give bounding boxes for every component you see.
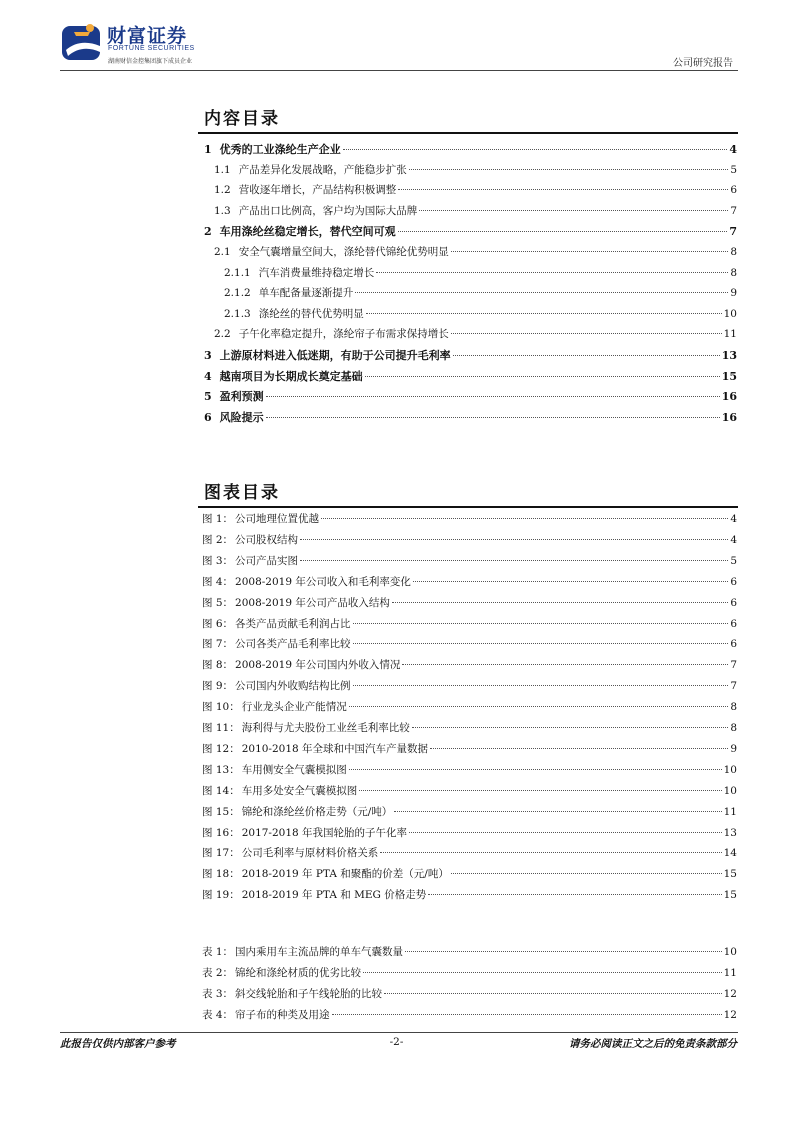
toc-leader-dots: [428, 894, 721, 895]
toc-entry[interactable]: [0, 887, 737, 904]
toc-entry-number: 图 11：: [202, 722, 240, 734]
figures-title-rule: [198, 506, 738, 508]
toc-entry-number: 图 15：: [202, 805, 240, 818]
logo-text-en: FORTUNE SECURITIES: [108, 45, 195, 52]
toc-entry-page: 7: [730, 659, 737, 672]
toc-entry[interactable]: [0, 244, 737, 261]
toc-entry-page: 8: [730, 701, 737, 714]
toc-entry-page: 13: [721, 349, 737, 362]
toc-entry-title: 产品出口比例高，客户均为国际大品牌: [238, 204, 418, 217]
toc-entry-title: 车用多处安全气囊模拟图: [241, 784, 358, 797]
toc-leader-dots: [332, 1014, 722, 1015]
toc-entry-number: 1.1: [214, 163, 231, 176]
toc-entry-number: 图 9：: [202, 680, 234, 693]
toc-leader-dots: [398, 189, 728, 190]
toc-entry-title: 2010-2018 年全球和中国汽车产量数据: [241, 742, 429, 755]
toc-entry-title: 安全气囊增量空间大，涤纶替代锦纶优势明显: [238, 246, 449, 258]
footer-disclaimer: 此报告仅供内部客户参考: [60, 1038, 176, 1050]
page-header: [0, 0, 793, 78]
toc-entry-page: 4: [729, 143, 737, 156]
toc-entry-title: 2018-2019 年 PTA 和 MEG 价格走势: [241, 889, 427, 902]
toc-entry-number: 表 1：: [202, 946, 234, 958]
toc-entry-title: 锦纶和涤纶材质的优劣比较: [235, 967, 362, 979]
toc-entry-title: 公司毛利率与原材料价格关系: [241, 847, 379, 860]
footer-divider: [60, 1032, 738, 1033]
logo-subtitle: 湖南财信金控集团旗下成员企业: [108, 59, 193, 65]
toc-entry-number: 表 2：: [202, 967, 234, 979]
toc-entry-page: 11: [723, 805, 737, 818]
toc-entry-number: 表 4：: [202, 1009, 234, 1021]
toc-entry-title: 2008-2019 年公司产品收入结构: [235, 596, 390, 609]
toc-entry-page: 5: [730, 554, 737, 567]
toc-entry-title: 帘子布的种类及用途: [235, 1009, 330, 1021]
toc-entry-title: 汽车消费量维持稳定增长: [258, 266, 375, 279]
toc-entry-page: 5: [730, 163, 737, 176]
toc-entry-number: 图 8：: [202, 659, 234, 672]
toc-leader-dots: [353, 623, 729, 624]
toc-entry-page: 7: [729, 225, 737, 239]
toc-entry-title: 国内乘用车主流品牌的单车气囊数量: [235, 946, 404, 958]
toc-entry-number: 2.1.1: [224, 266, 251, 279]
toc-entry-title: 营收逐年增长，产品结构积极调整: [238, 184, 397, 197]
toc-entry-page: 10: [723, 784, 737, 797]
toc-leader-dots: [419, 210, 728, 211]
toc-entry-number: 图 6：: [202, 617, 234, 630]
toc-entry-title: 各类产品贡献毛利润占比: [235, 617, 351, 630]
toc-entry-page: 9: [730, 287, 737, 300]
toc-leader-dots: [376, 272, 728, 273]
toc-entry[interactable]: [0, 306, 737, 323]
toc-entry[interactable]: [0, 657, 737, 674]
toc-leader-dots: [405, 951, 722, 952]
toc-entry-number: 图 7：: [202, 638, 234, 651]
toc-entry-page: 7: [730, 204, 737, 217]
page-number: -2-: [389, 1036, 404, 1048]
toc-leader-dots: [363, 972, 722, 973]
toc-entry[interactable]: [0, 845, 737, 862]
toc-leader-dots: [451, 251, 729, 252]
toc-entry-page: 12: [723, 1009, 737, 1021]
toc-leader-dots: [365, 376, 720, 377]
toc-entry-number: 图 17：: [202, 847, 240, 860]
toc-leader-dots: [430, 748, 728, 749]
toc-leader-dots: [412, 727, 729, 728]
toc-entry[interactable]: [0, 223, 737, 240]
toc-entry-number: 1.3: [214, 204, 231, 217]
toc-leader-dots: [380, 852, 721, 853]
toc-entry-title: 单车配备量逐渐提升: [258, 287, 354, 300]
toc-leader-dots: [384, 993, 722, 994]
toc-leader-dots: [266, 396, 720, 397]
toc-leader-dots: [451, 873, 722, 874]
toc-entry-title: 越南项目为长期成长奠定基础: [219, 369, 363, 383]
toc-entry-number: 图 10：: [202, 701, 240, 714]
toc-entry-title: 风险提示: [219, 410, 264, 424]
header-divider: [60, 70, 738, 71]
toc-entry-title: 公司地理位置优越: [235, 513, 320, 525]
toc-leader-dots: [366, 313, 722, 314]
toc-entry-page: 7: [730, 680, 737, 693]
toc-entry-number: 3: [204, 349, 212, 362]
toc-entry[interactable]: [0, 636, 737, 653]
toc-entry-number: 图 19：: [202, 889, 240, 902]
toc-entry[interactable]: [0, 699, 737, 716]
toc-entry[interactable]: [0, 265, 737, 282]
toc-leader-dots: [349, 769, 722, 770]
toc-entry[interactable]: [0, 368, 737, 385]
toc-entry-page: 8: [730, 266, 737, 279]
toc-entry[interactable]: [0, 141, 737, 158]
toc-entry[interactable]: [0, 532, 737, 549]
toc-entry-number: 图 1：: [202, 513, 234, 525]
toc-entry-page: 10: [723, 946, 737, 958]
toc-entry-page: 6: [730, 638, 737, 651]
toc-entry-page: 13: [723, 826, 737, 839]
toc-entry-number: 图 12：: [202, 742, 240, 755]
toc-leader-dots: [321, 518, 728, 519]
toc-entry[interactable]: [0, 388, 737, 405]
toc-entry-title: 车用涤纶丝稳定增长，替代空间可观: [219, 225, 396, 239]
toc-leader-dots: [451, 333, 722, 334]
toc-leader-dots: [343, 149, 728, 150]
toc-entry-page: 15: [723, 868, 737, 881]
toc-entry[interactable]: [0, 162, 737, 179]
toc-leader-dots: [409, 169, 729, 170]
toc-entry-title: 海利得与尤夫股份工业丝毛利率比较: [241, 722, 410, 734]
toc-entry-page: 8: [730, 246, 737, 258]
toc-entry[interactable]: [0, 783, 737, 800]
toc-entry[interactable]: [0, 1007, 737, 1024]
toc-entry-number: 2: [204, 225, 212, 239]
toc-leader-dots: [300, 560, 728, 561]
toc-entry-page: 10: [723, 307, 737, 320]
toc-leader-dots: [355, 292, 728, 293]
report-type: 公司研究报告: [673, 58, 733, 69]
toc-entry-title: 锦纶和涤纶丝价格走势（元/吨）: [241, 805, 393, 818]
toc-leader-dots: [413, 581, 728, 582]
toc-entry-title: 产品差异化发展战略，产能稳步扩张: [238, 163, 407, 176]
toc-leader-dots: [394, 811, 721, 812]
logo-text-cn: 财富证券: [107, 25, 188, 47]
toc-entry[interactable]: [0, 326, 737, 343]
toc-title-rule: [198, 132, 738, 134]
toc-entry[interactable]: [0, 409, 737, 426]
figures-title: 图表目录: [204, 483, 280, 503]
toc-entry-page: 4: [730, 513, 737, 525]
toc-entry-page: 6: [730, 596, 737, 609]
toc-entry-page: 6: [730, 184, 737, 197]
toc-entry[interactable]: [0, 616, 737, 633]
toc-leader-dots: [392, 602, 728, 603]
toc-entry-title: 2017-2018 年我国轮胎的子午化率: [241, 826, 408, 839]
toc-title: 内容目录: [204, 109, 280, 129]
toc-entry-title: 优秀的工业涤纶生产企业: [219, 143, 341, 156]
toc-entry-title: 2008-2019 年公司国内外收入情况: [235, 659, 401, 672]
toc-entry-number: 图 14：: [202, 784, 240, 797]
toc-entry-number: 2.1: [214, 246, 231, 258]
toc-entry-number: 图 5：: [202, 596, 234, 609]
toc-entry-title: 子午化率稳定提升，涤纶帘子布需求保持增长: [238, 328, 449, 341]
toc-entry-title: 2018-2019 年 PTA 和聚酯的价差（元/吨）: [241, 868, 449, 881]
toc-entry-number: 图 4：: [202, 575, 234, 588]
toc-entry-title: 盈利预测: [219, 390, 264, 404]
toc-entry-page: 9: [730, 742, 737, 755]
toc-leader-dots: [353, 643, 729, 644]
toc-entry-title: 公司股权结构: [235, 533, 299, 546]
toc-leader-dots: [398, 231, 728, 232]
toc-entry[interactable]: [0, 741, 737, 758]
toc-entry[interactable]: [0, 182, 737, 199]
toc-entry[interactable]: [0, 720, 737, 737]
toc-entry-number: 1: [204, 143, 212, 156]
toc-entry-number: 6: [204, 410, 212, 424]
toc-entry-number: 5: [204, 390, 212, 404]
toc-entry-page: 11: [723, 967, 737, 979]
toc-entry-title: 2008-2019 年公司收入和毛利率变化: [235, 575, 411, 588]
toc-leader-dots: [266, 417, 720, 418]
toc-entry-number: 2.2: [214, 328, 231, 341]
toc-leader-dots: [409, 832, 722, 833]
toc-entry[interactable]: [0, 574, 737, 591]
toc-entry-number: 2.1.3: [224, 307, 251, 320]
toc-entry[interactable]: [0, 944, 737, 961]
footer-notice: 请务必阅读正文之后的免责条款部分: [569, 1038, 737, 1050]
toc-entry[interactable]: [0, 965, 737, 982]
toc-entry-page: 15: [721, 369, 737, 383]
toc-leader-dots: [300, 539, 728, 540]
toc-entry[interactable]: [0, 347, 737, 364]
toc-entry-page: 16: [721, 410, 737, 424]
toc-leader-dots: [353, 685, 729, 686]
toc-leader-dots: [349, 706, 729, 707]
toc-entry[interactable]: [0, 804, 737, 821]
toc-entry[interactable]: [0, 595, 737, 612]
toc-entry-page: 12: [723, 988, 737, 1000]
toc-entry-title: 上游原材料进入低迷期，有助于公司提升毛利率: [219, 349, 451, 362]
toc-entry-number: 4: [204, 369, 212, 383]
toc-entry-page: 6: [730, 575, 737, 588]
toc-entry-title: 公司产品实图: [235, 554, 299, 567]
toc-entry-number: 图 3：: [202, 554, 234, 567]
toc-entry-title: 涤纶丝的替代优势明显: [258, 307, 364, 320]
toc-entry-page: 14: [723, 847, 737, 860]
company-logo: [60, 20, 210, 70]
toc-entry-title: 公司国内外收购结构比例: [235, 680, 351, 693]
toc-entry-title: 公司各类产品毛利率比较: [235, 638, 351, 651]
toc-entry-number: 1.2: [214, 184, 231, 197]
toc-entry[interactable]: [0, 825, 737, 842]
toc-leader-dots: [453, 355, 720, 356]
toc-entry-page: 6: [730, 617, 737, 630]
toc-entry[interactable]: [0, 511, 737, 528]
toc-entry-number: 2.1.2: [224, 287, 251, 300]
toc-entry-page: 10: [723, 763, 737, 776]
toc-entry[interactable]: [0, 285, 737, 302]
toc-entry-title: 斜交线轮胎和子午线轮胎的比较: [235, 988, 383, 1000]
toc-entry-number: 表 3：: [202, 988, 234, 1000]
toc-entry[interactable]: [0, 986, 737, 1003]
toc-entry-page: 16: [721, 390, 737, 404]
toc-entry-page: 15: [723, 889, 737, 902]
toc-entry-number: 图 18：: [202, 868, 240, 881]
toc-entry-number: 图 2：: [202, 533, 234, 546]
toc-entry[interactable]: [0, 762, 737, 779]
fortune-logo-icon: [60, 20, 104, 64]
toc-entry[interactable]: [0, 678, 737, 695]
toc-entry[interactable]: [0, 553, 737, 570]
toc-entry-page: 11: [723, 328, 737, 341]
toc-entry-number: 图 16：: [202, 826, 240, 839]
toc-entry-page: 8: [730, 722, 737, 734]
toc-entry[interactable]: [0, 203, 737, 220]
toc-entry-title: 行业龙头企业产能情况: [241, 701, 347, 714]
toc-entry[interactable]: [0, 866, 737, 883]
toc-leader-dots: [402, 664, 728, 665]
toc-entry-title: 车用侧安全气囊模拟图: [241, 763, 347, 776]
toc-entry-number: 图 13：: [202, 763, 240, 776]
toc-leader-dots: [359, 790, 721, 791]
toc-entry-page: 4: [730, 533, 737, 546]
